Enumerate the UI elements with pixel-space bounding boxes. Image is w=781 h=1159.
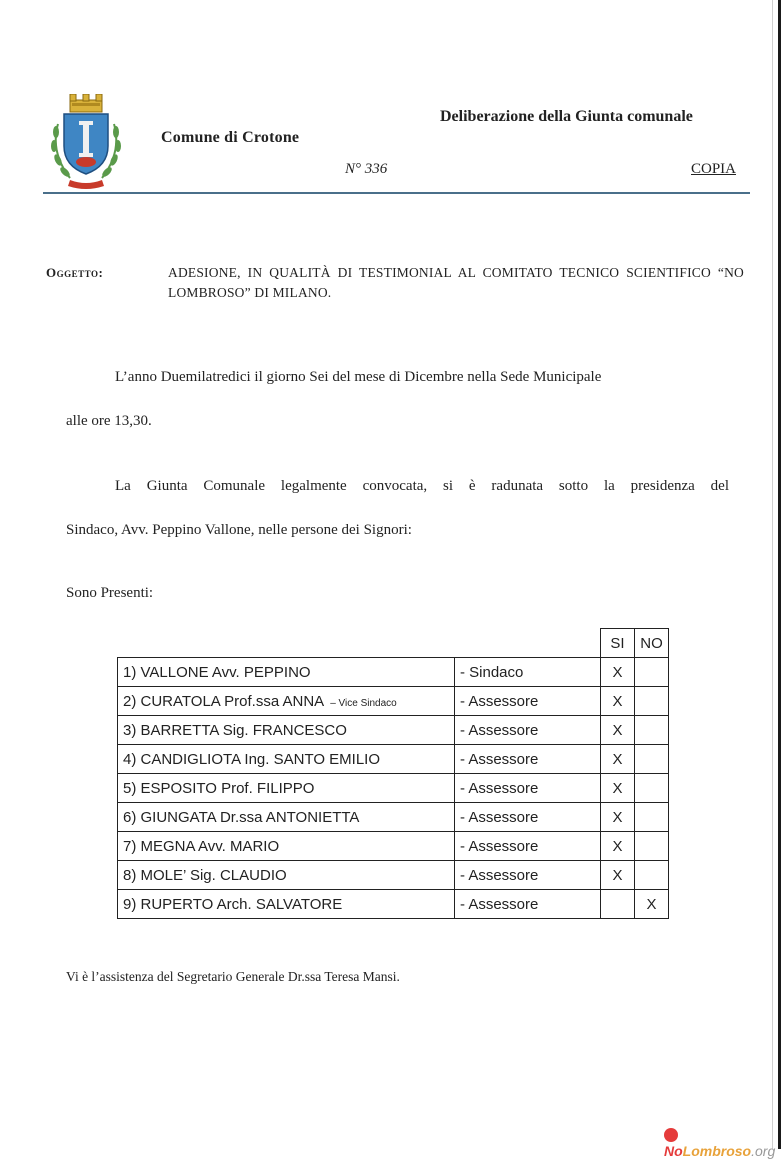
copy-label: COPIA	[691, 161, 737, 177]
table-row	[118, 890, 669, 919]
attendance-table	[117, 628, 669, 919]
table-row	[118, 658, 669, 687]
present-no-cell	[635, 687, 669, 716]
member-name: 3) BARRETTA Sig. FRANCESCO	[118, 716, 455, 745]
coat-of-arms-icon	[48, 94, 124, 190]
convocation-paragraph-line1: La Giunta Comunale legalmente convocata, si è radunata sotto la presidenza del	[115, 478, 729, 494]
table-row	[118, 861, 669, 890]
present-yes-cell: X	[601, 658, 635, 687]
present-yes-cell: X	[601, 716, 635, 745]
table-row	[118, 832, 669, 861]
member-name: 1) VALLONE Avv. PEPPINO	[118, 658, 455, 687]
member-name: 2) CURATOLA Prof.ssa ANNA – Vice Sindaco	[118, 687, 455, 716]
member-name: 4) CANDIGLIOTA Ing. SANTO EMILIO	[118, 745, 455, 774]
deliberation-number: N° 336	[345, 161, 388, 177]
member-name: 6) GIUNGATA Dr.ssa ANTONIETTA	[118, 803, 455, 832]
document-type: Deliberazione della Giunta comunale	[440, 108, 693, 125]
member-role: - Assessore	[455, 861, 601, 890]
member-note: – Vice Sindaco	[330, 697, 397, 709]
member-role: - Assessore	[455, 716, 601, 745]
attendance-header-row	[118, 629, 669, 658]
present-yes-cell: X	[601, 745, 635, 774]
member-name: 7) MEGNA Avv. MARIO	[118, 832, 455, 861]
member-role: - Assessore	[455, 745, 601, 774]
member-role: - Assessore	[455, 687, 601, 716]
present-no-cell	[635, 716, 669, 745]
member-name: 5) ESPOSITO Prof. FILIPPO	[118, 774, 455, 803]
table-row	[118, 745, 669, 774]
present-yes-cell: X	[601, 861, 635, 890]
member-name: 9) RUPERTO Arch. SALVATORE	[118, 890, 455, 919]
session-paragraph-line1: L’anno Duemilatredici il giorno Sei del mese di Dicembre nella Sede Municipale	[115, 369, 602, 385]
nolombroso-watermark: NoLombroso.org	[664, 1127, 781, 1159]
present-yes-cell: X	[601, 832, 635, 861]
member-name: 8) MOLE’ Sig. CLAUDIO	[118, 861, 455, 890]
convocation-paragraph-line2: Sindaco, Avv. Peppino Vallone, nelle persone dei Signori:	[66, 522, 412, 538]
present-no-cell	[635, 803, 669, 832]
member-role: - Sindaco	[455, 658, 601, 687]
present-yes-cell: X	[601, 774, 635, 803]
table-row	[118, 803, 669, 832]
present-no-cell	[635, 658, 669, 687]
member-role: - Assessore	[455, 832, 601, 861]
present-no-cell	[635, 832, 669, 861]
table-row	[118, 716, 669, 745]
present-no-cell: X	[635, 890, 669, 919]
present-yes-cell: X	[601, 803, 635, 832]
member-role: - Assessore	[455, 774, 601, 803]
secretary-assistance: Vi è l’assistenza del Segretario Generale Dr.ssa Teresa Mansi.	[66, 969, 400, 984]
page-edge-shadow	[772, 0, 773, 1149]
present-no-cell	[635, 774, 669, 803]
column-header-yes: SI	[601, 629, 635, 658]
present-no-cell	[635, 745, 669, 774]
header-divider	[43, 192, 750, 194]
present-no-cell	[635, 861, 669, 890]
subject-label: Oggetto:	[46, 265, 104, 280]
session-paragraph-line2: alle ore 13,30.	[66, 413, 152, 429]
present-yes-cell: X	[601, 687, 635, 716]
table-row	[118, 687, 669, 716]
subject-text: ADESIONE, IN QUALITÀ DI TESTIMONIAL AL COMITATO TECNICO SCIENTIFICO “NO LOMBROSO” DI MILANO.	[168, 265, 744, 300]
column-header-no: NO	[635, 629, 669, 658]
municipality-name: Comune di Crotone	[161, 129, 300, 146]
member-role: - Assessore	[455, 803, 601, 832]
stop-icon	[664, 1128, 678, 1142]
table-row	[118, 774, 669, 803]
member-role: - Assessore	[455, 890, 601, 919]
present-yes-cell	[601, 890, 635, 919]
present-heading: Sono Presenti:	[66, 585, 154, 601]
